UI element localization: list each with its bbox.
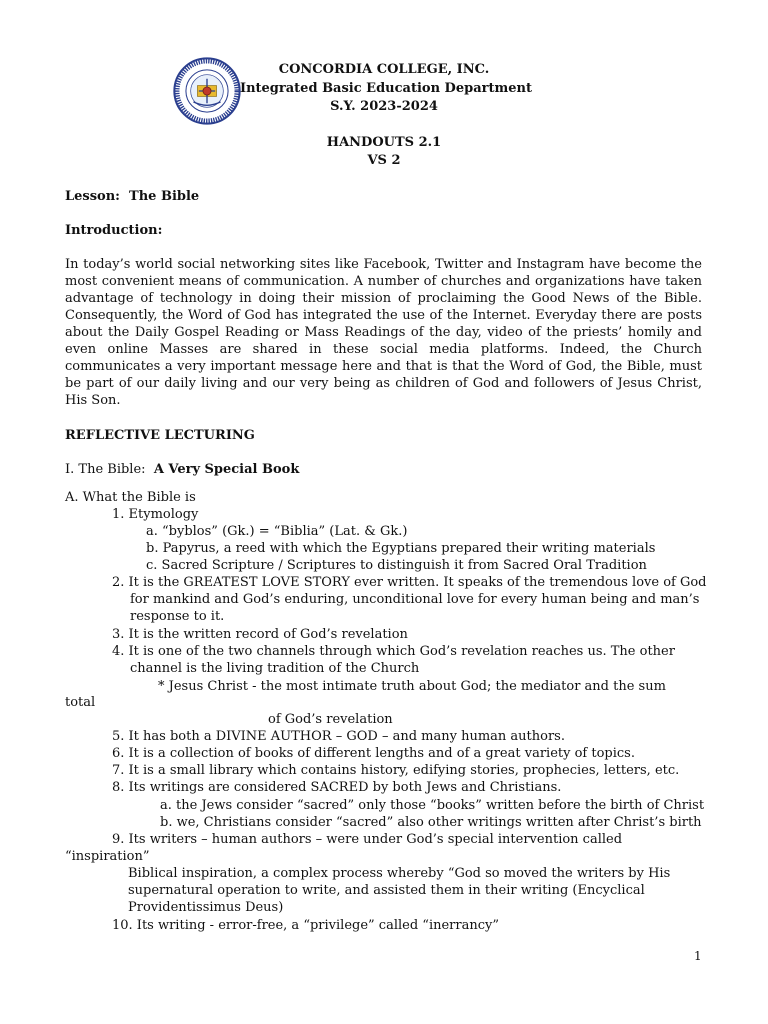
list-note-continuation: Providentissimus Deus) bbox=[128, 900, 284, 915]
list-item: 9. Its writers – human authors – were under God’s special intervention called bbox=[112, 832, 623, 847]
list-item: 2. It is the GREATEST LOVE STORY ever written. It speaks of the tremendous love of God bbox=[112, 575, 707, 590]
list-note-continuation: of God’s revelation bbox=[268, 712, 393, 727]
lesson-label: Lesson: bbox=[65, 189, 120, 204]
list-item-continuation: response to it. bbox=[130, 609, 225, 624]
section-one-title: A Very Special Book bbox=[153, 462, 300, 477]
section-a-heading: A. What the Bible is bbox=[65, 490, 196, 505]
list-subitem: a. the Jews consider “sacred” only those “books” written before the birth of Christ bbox=[160, 798, 705, 813]
section-one-heading bbox=[65, 461, 299, 478]
list-item: 3. It is the written record of God’s revelation bbox=[112, 627, 408, 642]
school-seal-logo bbox=[173, 57, 241, 125]
department-name: Integrated Basic Education Department bbox=[240, 81, 532, 96]
list-item-continuation: “inspiration” bbox=[65, 849, 150, 864]
list-subitem: b. Papyrus, a reed with which the Egyptians prepared their writing materials bbox=[146, 541, 656, 556]
introduction-paragraph: In today’s world social networking sites like Facebook, Twitter and Instagram have become the most convenient means of communication. A number of churches and organizations have taken advantage of technology in doing their mission of proclaiming the Good News of the Bible. Consequently, the Word of God has integrated the use of the Internet. Everyday there are posts about the Daily Gospel Reading or Mass Readings of the day, video of the priests’ homily and even online Masses are shared in these social media platforms. Indeed, the Church communicates a very important message here and that is that the Word of God, the Bible, must be part of our daily living and our very being as children of God and followers of Jesus Christ, His Son. bbox=[65, 257, 702, 408]
page-number: 1 bbox=[694, 949, 702, 963]
list-item-continuation: for mankind and God’s enduring, unconditional love for every human being and man’s bbox=[130, 592, 700, 607]
list-note: * Jesus Christ - the most intimate truth about God; the mediator and the sum bbox=[158, 679, 666, 694]
list-item: 5. It has both a DIVINE AUTHOR – GOD – and many human authors. bbox=[112, 729, 565, 744]
subject-code: VS 2 bbox=[367, 153, 401, 168]
list-item: 4. It is one of the two channels through which God’s revelation reaches us. The other bbox=[112, 644, 675, 659]
list-note-continuation: total bbox=[65, 695, 96, 710]
list-item-continuation: channel is the living tradition of the Church bbox=[130, 661, 420, 676]
list-note: Biblical inspiration, a complex process whereby “God so moved the writers by His bbox=[128, 866, 671, 881]
lesson-line bbox=[65, 188, 199, 205]
list-subitem: a. “byblos” (Gk.) = “Biblia” (Lat. & Gk.) bbox=[146, 524, 408, 539]
list-item: 1. Etymology bbox=[112, 507, 199, 522]
reflective-lecturing-heading: REFLECTIVE LECTURING bbox=[65, 428, 255, 443]
handout-title: HANDOUTS 2.1 bbox=[326, 135, 442, 150]
lesson-title: The Bible bbox=[129, 189, 200, 204]
list-item: 10. Its writing - error-free, a “privilege” called “inerrancy” bbox=[112, 918, 499, 933]
list-item: 8. Its writings are considered SACRED by both Jews and Christians. bbox=[112, 780, 562, 795]
list-item: 6. It is a collection of books of different lengths and of a great variety of topics. bbox=[112, 746, 635, 761]
list-subitem: b. we, Christians consider “sacred” also other writings written after Christ’s birth bbox=[160, 815, 702, 830]
school-name: CONCORDIA COLLEGE, INC. bbox=[278, 62, 490, 77]
list-item: 7. It is a small library which contains history, edifying stories, prophecies, letters, etc. bbox=[112, 763, 680, 778]
list-subitem: c. Sacred Scripture / Scriptures to distinguish it from Sacred Oral Tradition bbox=[146, 558, 647, 573]
introduction-heading: Introduction: bbox=[65, 223, 163, 238]
school-year: S.Y. 2023-2024 bbox=[330, 99, 438, 114]
list-note-continuation: supernatural operation to write, and assisted them in their writing (Encyclical bbox=[128, 883, 645, 898]
section-one-prefix: I. The Bible: bbox=[65, 462, 146, 477]
